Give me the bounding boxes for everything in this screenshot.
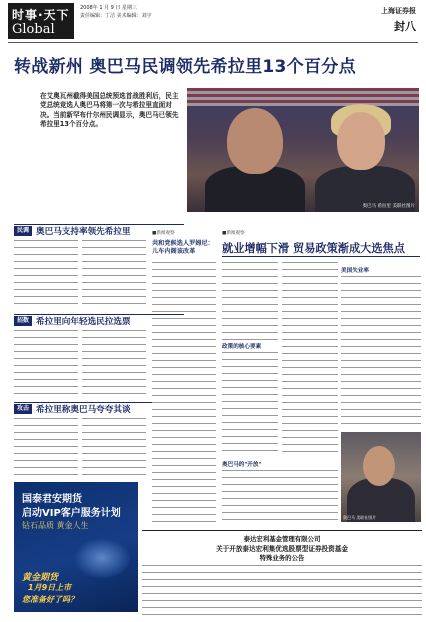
article-text-block bbox=[222, 352, 278, 456]
page-header bbox=[0, 0, 426, 44]
article-text-block bbox=[82, 418, 146, 478]
right-kicker: ■新闻观察 bbox=[222, 231, 245, 236]
flag-backdrop bbox=[187, 88, 419, 106]
announcement-title: 关于开放泰达宏利集优选股票型证券投资基金 bbox=[216, 545, 348, 553]
futures-advertisement[interactable] bbox=[14, 482, 138, 612]
speaker-head bbox=[363, 446, 395, 486]
article-text-block bbox=[222, 262, 278, 340]
right-headline-rule bbox=[222, 256, 420, 257]
ad-tagline: 钻石品质 黄金人生 bbox=[22, 521, 89, 530]
lede-paragraph: 在艾奥瓦州截得美国总统预选首战胜利后，民主党总统竞选人奥巴马将第一次与希拉里直面对决。当前新罕布什尔州民调显示，奥巴马已领先希拉里13个百分点。 bbox=[40, 92, 179, 129]
article-text-block bbox=[152, 262, 216, 524]
section-tactics-title: 希拉里向年轻选民拉选票 bbox=[36, 317, 131, 327]
article-text-block bbox=[82, 240, 146, 308]
figure-right-head bbox=[337, 112, 385, 170]
right-subhead-1: 政策的核心要素 bbox=[222, 344, 262, 350]
right-subhead-2: 美国失业率 bbox=[341, 268, 369, 274]
page-number: 封八 bbox=[394, 20, 416, 33]
announcement-company: 泰达宏利基金管理有限公司 bbox=[243, 535, 321, 543]
announcement-subtitle: 特殊业务的公告 bbox=[259, 554, 305, 562]
article-text-block bbox=[282, 262, 338, 458]
ad-headline: 启动VIP客户服务计划 bbox=[22, 508, 121, 519]
section-block bbox=[8, 3, 74, 39]
section-poll-tag: 民调 bbox=[14, 226, 32, 236]
figure-left-head bbox=[227, 108, 283, 174]
photo-caption: 奥巴马 希拉里 美联社图片 bbox=[362, 204, 415, 209]
ad-product: 黄金期货 bbox=[22, 573, 59, 583]
paper-name: 上海证券报 bbox=[381, 7, 416, 15]
section-tactics-tag: 招数 bbox=[14, 316, 32, 326]
article-text-block bbox=[14, 240, 78, 308]
candidates-photo bbox=[187, 88, 419, 212]
section-poll-title: 奥巴马支持率领先希拉里 bbox=[36, 227, 131, 237]
ad-question: 您准备好了吗？ bbox=[22, 595, 78, 604]
editor-credits: 责任编辑：丁洁 美术编辑：刘宇 bbox=[80, 13, 152, 19]
ad-brand: 国泰君安期货 bbox=[22, 494, 82, 505]
header-divider bbox=[8, 42, 418, 43]
section-attack-title: 希拉里称奥巴马夸夸其谈 bbox=[36, 405, 131, 415]
fund-announcement bbox=[142, 530, 422, 617]
right-headline: 就业增幅下滑 贸易政策渐成大选焦点 bbox=[222, 242, 405, 255]
main-headline: 转战新州 奥巴马民调领先希拉里13个百分点 bbox=[14, 57, 356, 77]
ad-glow-decoration bbox=[74, 538, 130, 578]
announcement-body bbox=[142, 565, 422, 617]
article-text-block bbox=[14, 330, 78, 398]
ad-launch-date: 1月9日上市 bbox=[28, 583, 72, 592]
mid-column-kicker: ■新闻观察 bbox=[152, 231, 175, 236]
speaker-photo bbox=[341, 432, 421, 522]
section-title-en: Global bbox=[12, 22, 55, 37]
right-subhead-3: 奥巴马的"开放" bbox=[222, 462, 262, 468]
article-text-block bbox=[341, 276, 421, 426]
issue-date: 2008年 1 月 9 日 星期三 bbox=[80, 5, 138, 11]
mid-column-title: 共和党候选人罗姆尼：儿车内阁该改革 bbox=[152, 240, 214, 255]
article-text-block bbox=[14, 418, 78, 478]
article-text-block bbox=[82, 330, 146, 398]
article-text-block bbox=[222, 470, 338, 524]
section-title-cn: 时事·天下 bbox=[12, 8, 70, 22]
speaker-photo-caption: 奥巴马 美联社图片 bbox=[343, 515, 377, 520]
section-attack-tag: 攻击 bbox=[14, 404, 32, 414]
